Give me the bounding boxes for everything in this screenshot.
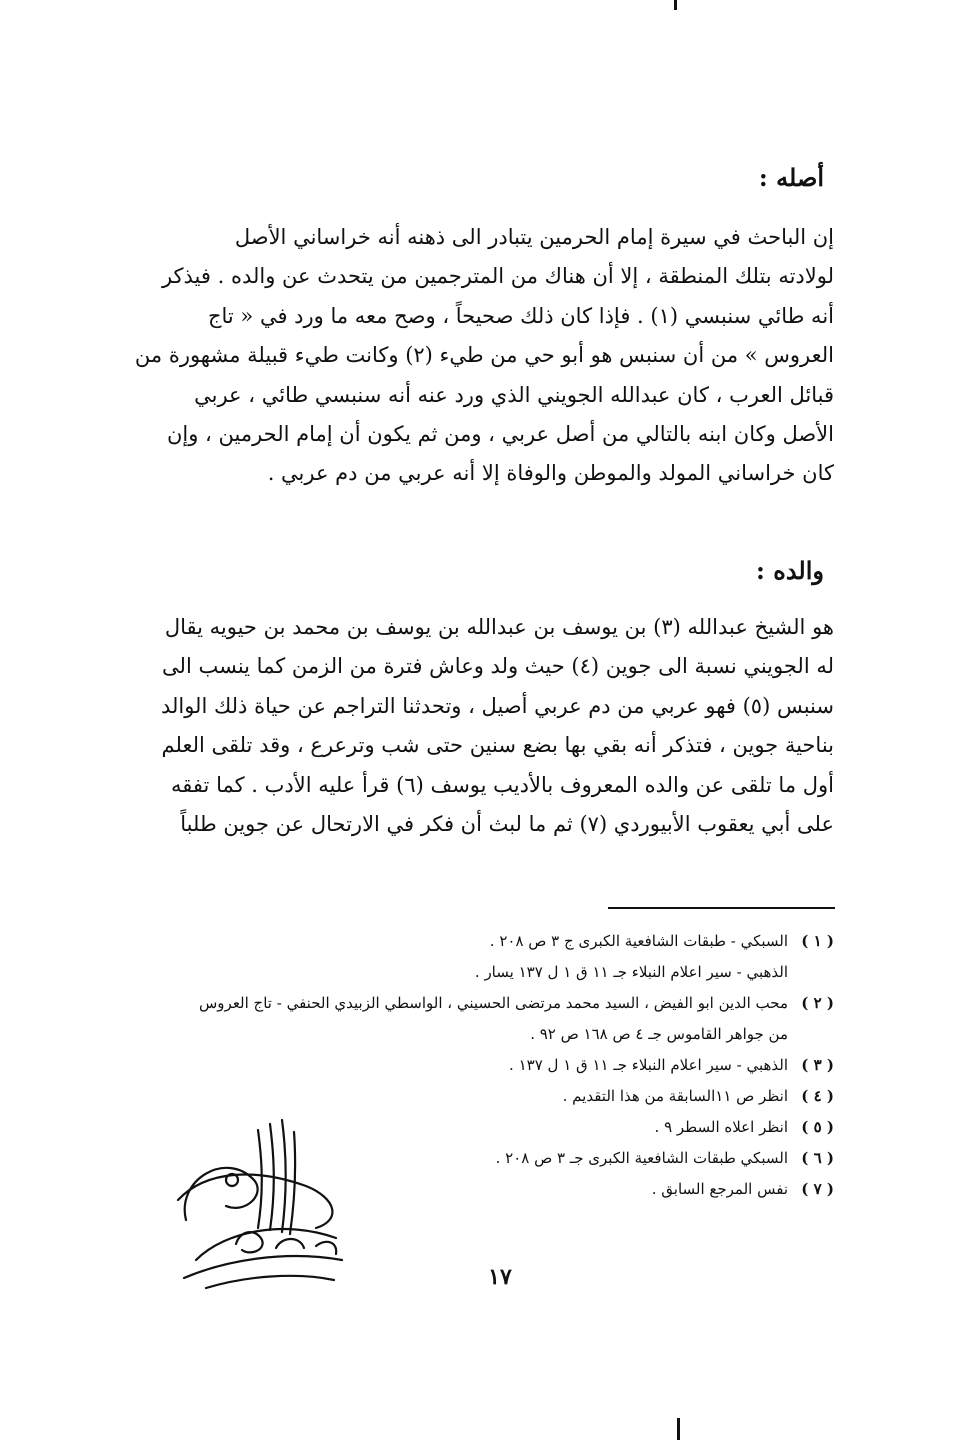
footnote-3 — [130, 1050, 834, 1081]
calligraphic-signature — [166, 1110, 356, 1300]
footnote-text: السبكي طبقات الشافعية الكبرى جـ ٣ ص ٢٠٨ . — [495, 1149, 788, 1167]
footnote-number: ( ١ ) — [801, 932, 834, 950]
footnote-number: ( ٢ ) — [801, 994, 834, 1012]
paragraph-origin — [130, 218, 834, 494]
footnote-text: انظر ص ١١السابقة من هذا التقديم . — [562, 1087, 788, 1105]
text-line: العروس » من أن سنبس هو أبو حي من طيء (٢) وكانت طيء قبيلة مشهورة من — [134, 343, 834, 368]
page-number: ١٧ — [488, 1264, 512, 1290]
text-line: أول ما تلقى عن والده المعروف بالأديب يوسف (٦) قرأ عليه الأدب . كما تفقه — [171, 772, 834, 797]
section-heading-origin: أصله : — [758, 163, 824, 192]
text-line: هو الشيخ عبدالله (٣) بن يوسف بن عبدالله بن يوسف بن محمد بن حيويه يقال — [164, 615, 834, 639]
footnote-number: ( ٣ ) — [801, 1056, 834, 1074]
footnote-text: انظر اعلاه السطر ٩ . — [654, 1118, 788, 1136]
footnote-number: ( ٦ ) — [801, 1149, 834, 1167]
paragraph-father — [130, 608, 834, 844]
footnote-body — [130, 1081, 788, 1112]
footnote-number: ( ٧ ) — [801, 1180, 834, 1198]
footnote-number: ( ٥ ) — [801, 1118, 834, 1136]
text-line: الأصل وكان ابنه بالتالي من أصل عربي ، ومن ثم يكون أن إمام الحرمين ، وإن — [166, 422, 834, 447]
bottom-edge-mark — [677, 1418, 680, 1440]
footnote-body — [130, 988, 788, 1050]
section-heading-father: والده : — [756, 556, 824, 585]
text-line: قبائل العرب ، كان عبدالله الجويني الذي ورد عنه أنه سنبسي طائي ، عربي — [194, 382, 834, 407]
footnote-text: محب الدين ابو الفيض ، السيد محمد مرتضى الحسيني ، الواسطي الزبيدي الحنفي - تاج العروس — [198, 994, 788, 1012]
footnote-body — [130, 926, 788, 988]
footnote-text: نفس المرجع السابق . — [651, 1180, 788, 1198]
text-line: أنه طائي سنبسي (١) . فإذا كان ذلك صحيحاً ، وصح معه ما ورد في « تاج — [207, 303, 834, 328]
footnote-number: ( ٤ ) — [801, 1087, 834, 1105]
footnote-text: من جواهر القاموس جـ ٤ ص ١٦٨ ص ٩٢ . — [530, 1025, 788, 1043]
footnote-body — [130, 1050, 788, 1081]
footnote-text: الذهبي - سير اعلام النبلاء جـ ١١ ق ١ ل ١٣٧ . — [509, 1056, 788, 1074]
footnote-text: الذهبي - سير اعلام النبلاء جـ ١١ ق ١ ل ١٣٧ يسار . — [474, 963, 788, 981]
text-line: كان خراساني المولد والموطن والوفاة إلا أنه عربي من دم عربي . — [267, 461, 834, 486]
footnote-1 — [130, 926, 834, 988]
top-edge-mark — [674, 0, 677, 10]
text-line: إن الباحث في سيرة إمام الحرمين يتبادر الى ذهنه أنه خراساني الأصل — [234, 225, 834, 249]
text-line: لولادته بتلك المنطقة ، إلا أن هناك من المترجمين من يتحدث عن والده . فيذكر — [161, 264, 834, 289]
footnote-4 — [130, 1081, 834, 1112]
text-line: سنبس (٥) فهو عربي من دم عربي أصيل ، وتحدثنا التراجم عن حياة ذلك الوالد — [160, 693, 834, 718]
text-line: بناحية جوين ، فتذكر أنه بقي بها بضع سنين حتى شب وترعرع ، وقد تلقى العلم — [161, 733, 834, 758]
footnote-divider — [608, 907, 835, 909]
footnote-text: السبكي - طبقات الشافعية الكبرى ج ٣ ص ٢٠٨ . — [489, 932, 788, 950]
footnote-2 — [130, 988, 834, 1050]
text-line: له الجويني نسبة الى جوين (٤) حيث ولد وعاش فترة من الزمن كما ينسب الى — [162, 654, 834, 679]
text-line: على أبي يعقوب الأبيوردي (٧) ثم ما لبث أن فكر في الارتحال عن جوين طلباً — [180, 812, 834, 837]
